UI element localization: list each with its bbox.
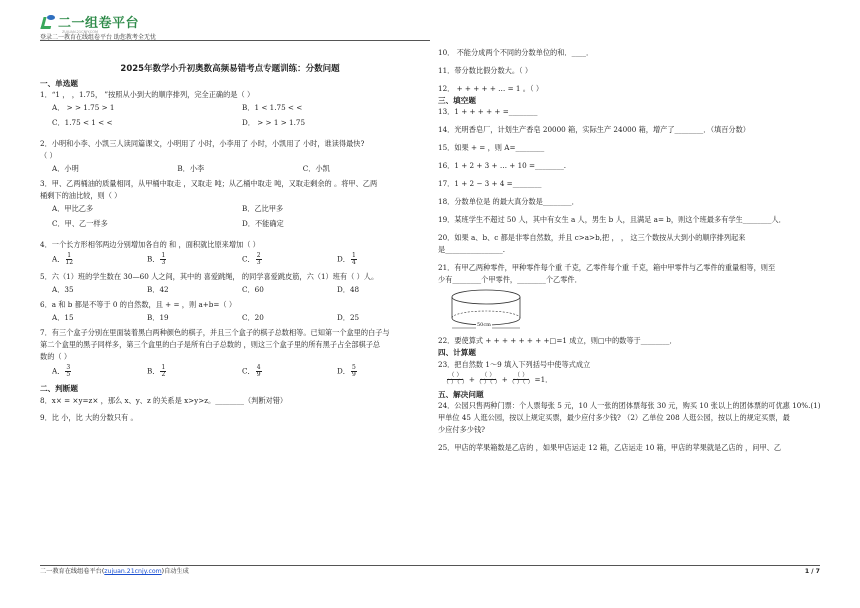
option-d[interactable]: D． $\frac{1}{4}$	[337, 252, 356, 267]
logo-text: 二一组卷平台	[58, 15, 140, 31]
option-d[interactable]: D． $\frac{5}{9}$	[337, 364, 356, 379]
option-a[interactable]: A．15	[52, 313, 74, 323]
option-a[interactable]: A．35	[52, 285, 74, 295]
option-a[interactable]: A．小明	[52, 164, 79, 174]
header-tagline: 登录二一教育在线组卷平台 助您教考全无忧	[40, 34, 156, 41]
option-c[interactable]: C．20	[242, 313, 264, 323]
section-heading: 五、解决问题	[438, 389, 484, 399]
header-divider	[40, 40, 430, 41]
question-7: 7．有三个盒子分别在里面装着黑白两种颜色的棋子，并且三个盒子的棋子总数相等。已知第一个盒里的白子与	[40, 328, 390, 338]
question-13: 13．1 + + + + + =________	[438, 107, 538, 117]
question-3-line2: 桶剩下的油比较，则（ ）	[40, 191, 122, 201]
option-b[interactable]: B． $\frac{1}{3}$	[147, 252, 166, 267]
option-a[interactable]: A． > > 1.75 > 1	[52, 103, 115, 113]
question-7-line3: 数的（ ）	[40, 352, 72, 362]
question-14: 14．光明香皂厂，计划生产香皂 20000 箱，实际生产 24000 箱，增产了________．（填百分数）	[438, 125, 750, 135]
options-3	[40, 204, 420, 234]
footer-link[interactable]: zujuan.21cnjy.com	[104, 568, 162, 575]
question-16: 16．1 + 2 + 3 + … + 10 =________.	[438, 161, 567, 171]
option-d[interactable]: D．48	[337, 285, 360, 295]
logo-subtext: ZUJUAN.21CNJY.COM	[62, 30, 98, 34]
page-title: 2025年数学小升初奥数高频易错考点专题训练：分数问题	[120, 64, 340, 74]
option-c[interactable]: C．60	[242, 285, 264, 295]
section-heading: 一、单选题	[40, 78, 78, 88]
question-24-line2: 甲单位 45 人逛公园，按以上规定买票，最少应付多少钱? （2）乙单位 208 人逛公园，按以上的规定买票，最	[438, 413, 790, 423]
left-column	[40, 44, 420, 425]
option-b[interactable]: B．1 < 1.75 < <	[242, 103, 303, 113]
option-c[interactable]: C．1.75 < 1 < <	[52, 118, 113, 128]
question-8: 8．x× = ×y=z× ，那么 x、y、z 的关系是 x>y>z。________（判断对错）	[40, 395, 288, 405]
question-21-line2: 少有________个甲零件，________个乙零件．	[438, 275, 582, 285]
question-21: 21．有甲乙两种零件，甲种零件每个重 千克，乙零件每个重 千克，箱中甲零件与乙零件的重量相等，则至	[438, 263, 776, 273]
figure-label: 50cm	[477, 322, 491, 329]
question-20: 20．如果 a、b、c 都是非零自然数，并且 c>a>b,把 ， ， 这三个数按从大到小的顺序排列起来	[438, 233, 746, 243]
cylinder-figure	[446, 288, 526, 332]
option-c[interactable]: C． $\frac{4}{9}$	[242, 364, 261, 379]
question-24-line3: 少应付多少钱?	[438, 425, 485, 435]
question-22: 22．要使算式 + + + + + + + +□=1 成立，则□中的数等于________．	[438, 336, 677, 346]
question-23-equation: $\frac{( )}{( )( )}$ + $\frac{( )}{( )( )}$ + $\frac{( )}{( )( )}$ =1．	[443, 371, 553, 386]
question-20-line2: 是________________.	[438, 245, 505, 255]
option-d[interactable]: D． > > 1 > 1.75	[242, 118, 306, 128]
right-column	[438, 42, 823, 455]
option-c[interactable]: C．小凯	[302, 164, 330, 174]
option-c[interactable]: C．甲、乙一样多	[52, 219, 108, 229]
question-24: 24．公园只售两种门票：个人票每张 5 元，10 人一张的团体票每张 30 元，购买 10 张以上的团体票的可优惠 10%.(1)	[438, 401, 821, 411]
question-2: 2．小明和小李、小凯三人读同篇课文，小明用了 小时，小李用了 小时，小凯用了 小时，谁读得最快?	[40, 139, 365, 149]
question-2-paren: （ ）	[40, 151, 57, 161]
question-9: 9．比 小，比 大的分数只有 。	[40, 412, 138, 422]
option-d[interactable]: D．25	[337, 313, 360, 323]
question-1: 1．“1 ， ，1.75， ”按照从小到大的顺序排列，完全正确的是（ ）	[40, 90, 255, 100]
question-11: 11．带分数比假分数大。（ ）	[438, 66, 533, 75]
options-2	[40, 164, 420, 173]
option-d[interactable]: D．不能确定	[242, 219, 284, 229]
question-6: 6．a 和 b 都是不等于 0 的自然数，且 + = ，则 a+b=（ ）	[40, 300, 237, 310]
options-1	[40, 103, 420, 133]
question-15: 15．如果 + = ，则 A=________	[438, 143, 545, 153]
options-4	[40, 253, 420, 266]
section-heading: 二、判断题	[40, 384, 78, 394]
question-25: 25．甲店的苹果箱数是乙店的 ，如果甲店运走 12 箱，乙店运走 10 箱，甲店的苹果就是乙店的 ，问甲、乙	[438, 443, 782, 453]
option-b[interactable]: B．乙比甲多	[242, 204, 284, 214]
question-12: 12． + + + + + … = 1 。（ ）	[438, 84, 544, 93]
options-5	[40, 285, 420, 294]
page-footer: 二一教育在线组卷平台(zujuan.21cnjy.com)自动生成 1 / 7	[40, 565, 820, 576]
question-18: 18．分数单位是 的最大真分数是________．	[438, 197, 579, 207]
option-b[interactable]: B．19	[147, 313, 169, 323]
question-3: 3．甲、乙两桶油的质量相同，从甲桶中取走 ，又取走 吨；从乙桶中取走 吨，又取走剩余的 。将甲、乙两	[40, 179, 378, 189]
question-19: 19．某班学生不超过 50 人，其中有女生 a 人，男生 b 人，且满足 a= b，则这个班最多有学生________人．	[438, 215, 786, 225]
option-c[interactable]: C． $\frac{2}{3}$	[242, 252, 261, 267]
logo-runner-icon	[40, 15, 56, 33]
option-a[interactable]: A． $\frac{3}{5}$	[52, 364, 71, 379]
options-7	[40, 365, 420, 378]
option-a[interactable]: A．甲比乙多	[52, 204, 94, 214]
question-10: 10． 不能分成两个不同的分数单位的和．____．	[438, 48, 594, 57]
option-b[interactable]: B．小李	[177, 164, 205, 174]
section-heading: 三、填空题	[438, 96, 476, 105]
question-23: 23．把自然数 1～9 填入下列括号中使等式成立	[438, 359, 591, 369]
section-heading: 四、计算题	[438, 348, 476, 358]
page-header	[40, 8, 820, 42]
question-5: 5．六（1）班的学生数在 30—60 人之间，其中的 喜爱跳绳， 的同学喜爱跳皮筋，六（1）班有（ ）人。	[40, 272, 379, 282]
option-a[interactable]: A． $\frac{1}{12}$	[52, 252, 74, 267]
question-17: 17．1 + 2 − 3 + 4 =________	[438, 179, 542, 189]
option-b[interactable]: B． $\frac{1}{2}$	[147, 364, 166, 379]
question-7-line2: 第二个盒里的黑子同样多，第三个盒里的白子是所有白子总数的 ，则这三个盒子里的所有黑子占全部棋子总	[40, 340, 381, 350]
option-b[interactable]: B．42	[147, 285, 169, 295]
options-6	[40, 313, 420, 322]
page-number: 1 / 7	[804, 568, 820, 575]
question-4: 4．一个长方形相邻两边分别增加各自的 和 ，面积就比原来增加（ ）	[40, 240, 260, 250]
